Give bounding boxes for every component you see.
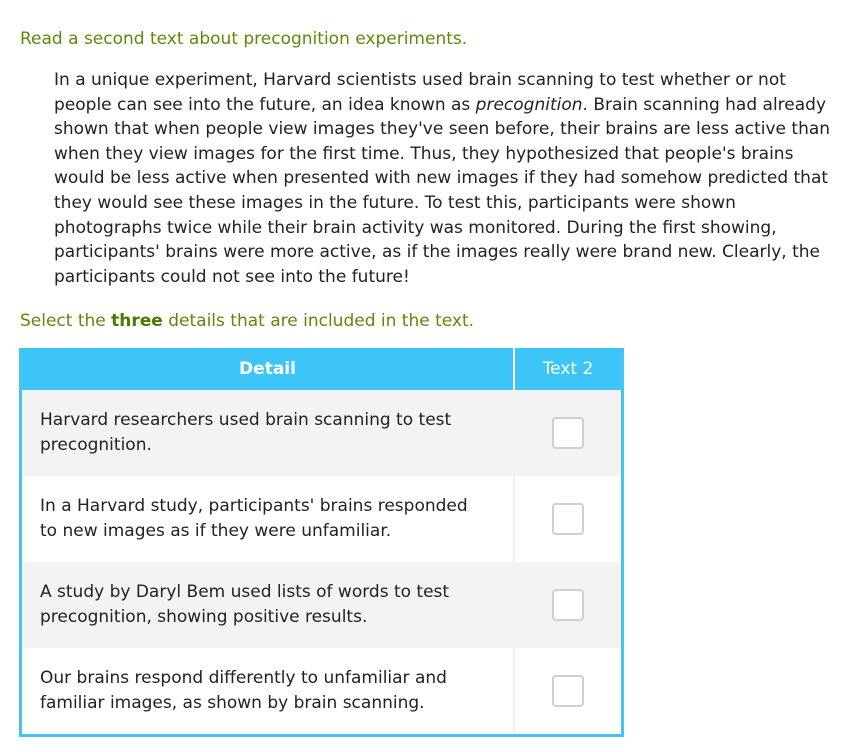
select-prefix: Select the xyxy=(20,311,112,331)
table-row xyxy=(21,476,623,562)
passage-part1: In a unique experiment, Harvard scientists used brain scanning to test whether or not people can see into the future, an idea known as xyxy=(54,70,786,115)
check-cell xyxy=(514,562,623,648)
detail-text: A study by Daryl Bem used lists of words to test precognition, showing positive results. xyxy=(21,562,515,648)
checkbox-row-3[interactable] xyxy=(552,589,584,621)
detail-text: Our brains respond differently to unfamiliar and familiar images, as shown by brain scanning. xyxy=(21,648,515,736)
select-suffix: details that are included in the text. xyxy=(162,311,475,331)
read-instruction: Read a second text about precognition experiments. xyxy=(20,29,468,49)
detail-text: Harvard researchers used brain scanning to test precognition. xyxy=(21,390,515,476)
checkbox-row-1[interactable] xyxy=(552,417,584,449)
table-row xyxy=(21,390,623,476)
header-detail: Detail xyxy=(21,348,515,390)
passage-part2: . Brain scanning had already shown that when people view images they've seen before, their brains are less active than when they view images for the first time. Thus, they hypothesized that people's brains would be less active when presented with new images if they had somehow predicted that they would see these images in the future. To test this, participants were shown photographs twice while their brain activity was monitored. During the first showing, participants' brains were more active, as if the images really were brand new. Clearly, the participants could not see into the future! xyxy=(54,94,831,287)
detail-text: In a Harvard study, participants' brains responded to new images as if they were unfamiliar. xyxy=(21,476,515,562)
table-header-row xyxy=(21,348,623,390)
check-cell xyxy=(514,476,623,562)
select-count: three xyxy=(111,311,163,331)
checkbox-row-4[interactable] xyxy=(552,675,584,707)
passage-italic-term: precognition xyxy=(475,94,583,115)
select-instruction xyxy=(20,310,474,332)
header-text2: Text 2 xyxy=(514,348,623,390)
passage-text xyxy=(54,68,844,289)
check-cell xyxy=(514,648,623,736)
table-row xyxy=(21,562,623,648)
checkbox-row-2[interactable] xyxy=(552,503,584,535)
details-table xyxy=(19,348,624,737)
table-row xyxy=(21,648,623,736)
check-cell xyxy=(514,390,623,476)
